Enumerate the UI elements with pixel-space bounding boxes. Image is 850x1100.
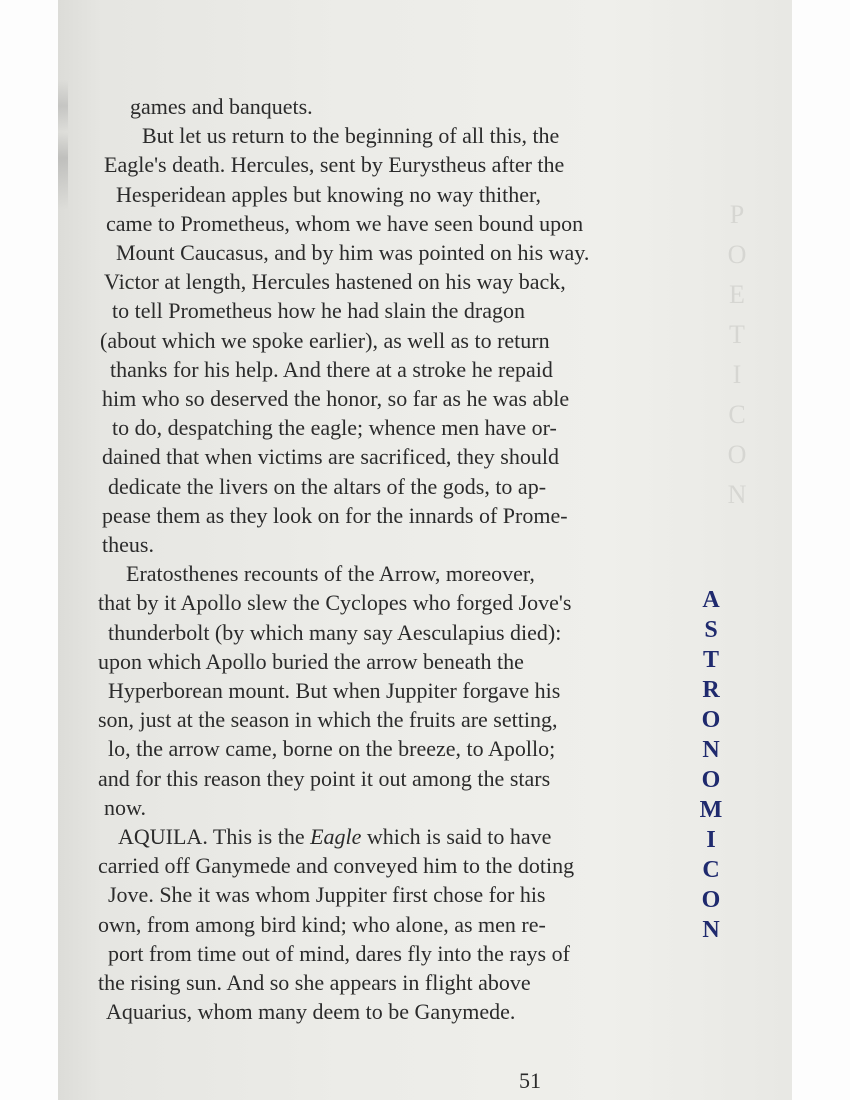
text-line: to tell Prometheus how he had slain the dragon	[112, 298, 526, 324]
text-line: Jove. She it was whom Juppiter first chose for his	[108, 882, 546, 908]
text-line: Eagle's death. Hercules, sent by Eurystheus after the	[104, 152, 565, 178]
text-line-aquila	[98, 822, 678, 851]
page-number: 51	[519, 1068, 541, 1093]
text-line: games and banquets.	[130, 94, 313, 119]
title-letter: O	[701, 887, 721, 913]
text-line: dained that when victims are sacrificed, they should	[102, 444, 559, 470]
title-letter: R	[702, 677, 720, 703]
text-line: that by it Apollo slew the Cyclopes who forged Jove's	[98, 590, 572, 616]
text-line: dedicate the livers on the altars of the gods, to ap-	[108, 473, 547, 499]
body-text	[98, 92, 678, 1027]
text-line: Mount Caucasus, and by him was pointed on his way.	[116, 240, 590, 266]
text-line: thanks for his help. And there at a stroke he repaid	[110, 356, 553, 382]
show-through-text: P O E T I C O N	[727, 200, 747, 509]
text-line: pease them as they look on for the innards of Prome-	[102, 502, 568, 528]
text-line: thunderbolt (by which many say Aesculapius died):	[108, 619, 562, 645]
text-line: lo, the arrow came, borne on the breeze, to Apollo;	[108, 736, 556, 762]
title-letter: S	[704, 617, 718, 643]
text-line: to do, despatching the eagle; whence men have or-	[112, 415, 557, 441]
title-letter: N	[702, 737, 720, 763]
text-line: Eratosthenes recounts of the Arrow, moreover,	[126, 561, 535, 587]
binding-shadow	[58, 80, 68, 210]
title-letter: O	[701, 767, 721, 793]
text-line: came to Prometheus, whom we have seen bound upon	[106, 210, 584, 236]
text-line: Hesperidean apples but knowing no way thither,	[116, 181, 541, 207]
aquila-tail: which is said to have	[361, 824, 552, 850]
text-line: him who so deserved the honor, so far as he was able	[102, 386, 570, 412]
title-letter: A	[702, 587, 720, 613]
text-line: Aquarius, whom many deem to be Ganymede.	[106, 999, 516, 1025]
text-line: son, just at the season in which the fruits are setting,	[98, 707, 558, 733]
title-letter: N	[702, 917, 720, 943]
title-letter: T	[702, 647, 719, 673]
text-line: own, from among bird kind; who alone, as men re-	[98, 911, 546, 937]
text-line: (about which we spoke earlier), as well as to return	[100, 327, 550, 353]
text-line: Victor at length, Hercules hastened on his way back,	[104, 269, 566, 295]
left-margin	[0, 0, 58, 1100]
text-line: upon which Apollo buried the arrow beneath the	[98, 648, 524, 674]
title-letter: M	[699, 797, 723, 823]
text-line: But let us return to the beginning of all this, the	[142, 123, 560, 149]
text-line: port from time out of mind, dares fly into the rays of	[108, 940, 570, 966]
text-line: the rising sun. And so she appears in flight above	[98, 970, 531, 996]
text-line: Hyperborean mount. But when Juppiter forgave his	[108, 678, 561, 704]
aquila-lead: AQUILA. This is the	[118, 824, 311, 850]
title-letter: C	[702, 857, 720, 883]
aquila-eagle-italic: Eagle	[310, 824, 362, 850]
vertical-running-title	[694, 585, 728, 945]
text-line: carried off Ganymede and conveyed him to the doting	[98, 853, 575, 879]
right-margin	[792, 0, 850, 1100]
title-letter: O	[701, 707, 721, 733]
text-line: theus.	[102, 532, 154, 558]
text-line: now.	[104, 794, 146, 820]
text-line: and for this reason they point it out among the stars	[98, 765, 551, 791]
book-page	[58, 0, 792, 1100]
title-letter: I	[706, 827, 716, 853]
